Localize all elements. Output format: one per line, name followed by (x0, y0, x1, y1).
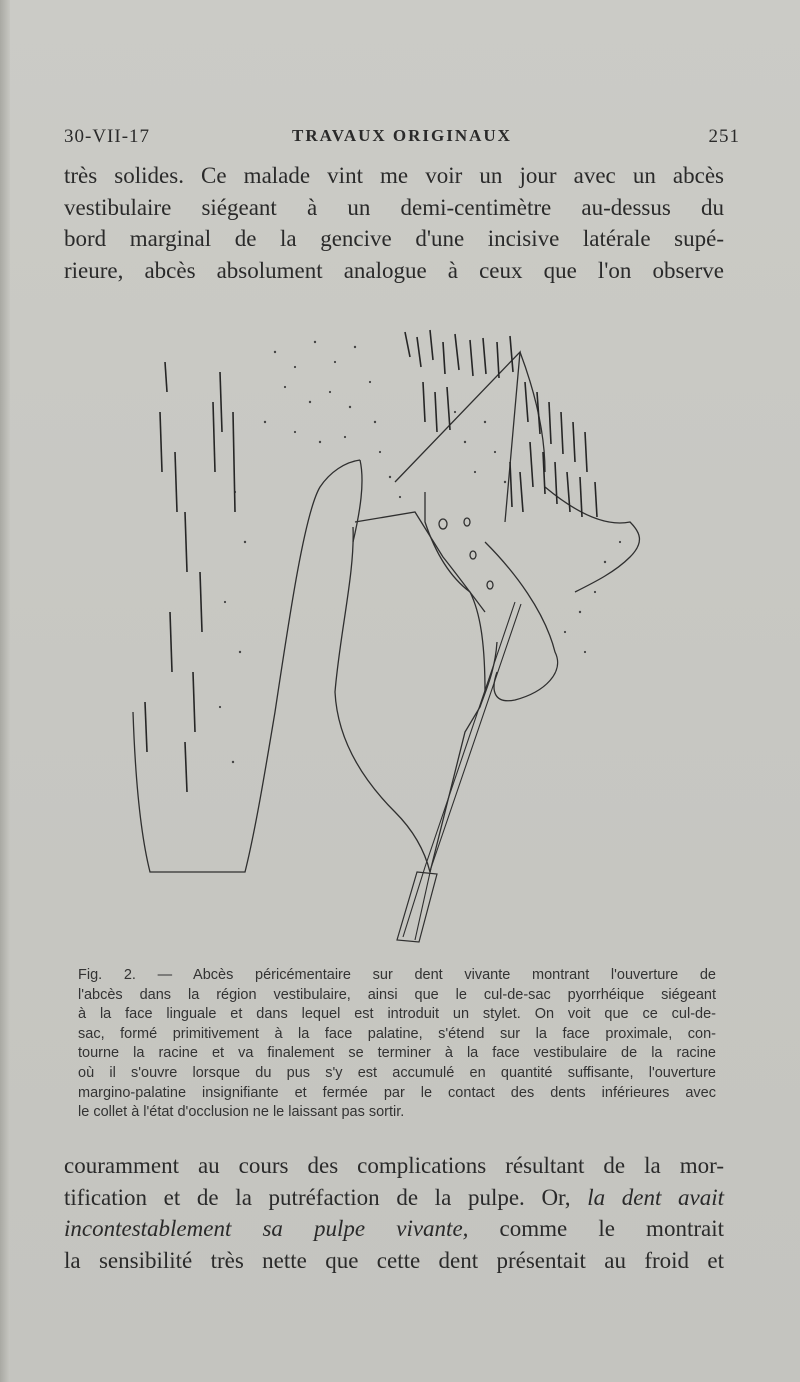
page-binding-edge (0, 0, 10, 1382)
text-line: très solides. Ce malade vint me voir un jour avec un abcès (64, 163, 724, 188)
text-line (64, 1182, 724, 1214)
text-line: rieure, abcès absolument analogue à ceux que l'on observe (64, 257, 724, 283)
caption-line: le collet à l'état d'occlusion ne le laissant pas sortir. (78, 1104, 405, 1121)
text-line: couramment au cours des complications résultant de la mor- (64, 1153, 724, 1178)
figure-tooth-illustration (125, 312, 665, 952)
paragraph-bottom (64, 1150, 724, 1276)
caption-line: sac, formé primitivement à la face palatine, s'étend sur la face proximale, con- (78, 1025, 716, 1042)
text-line: bord marginal de la gencive d'une incisive latérale supé- (64, 226, 724, 251)
caption-line: Fig. 2. — Abcès péricémentaire sur dent vivante montrant l'ouverture de (78, 967, 716, 983)
figure-caption (78, 966, 716, 1123)
text-segment: comme le montrait (499, 1216, 724, 1241)
left-tooth-outline (133, 460, 360, 872)
caption-line: tourne la racine et va finalement se terminer à la face vestibulaire de la racine (78, 1045, 716, 1062)
header-date: 30-VII-17 (64, 126, 151, 147)
paragraph-top (64, 160, 724, 286)
caption-line: l'abcès dans la région vestibulaire, ainsi que le cul-de-sac pyorrhéique siégeant (78, 986, 716, 1003)
italic-segment: la dent avait (587, 1184, 724, 1210)
text-segment: tification et de la putréfaction de la pulpe. Or, (64, 1184, 571, 1210)
text-line: vestibulaire siégeant à un demi-centimètre au-dessus du (64, 194, 724, 220)
italic-segment: incontestablement sa pulpe vivante, (64, 1216, 469, 1241)
root-outline (335, 527, 430, 872)
text-line: la sensibilité très nette que cette dent présentait au froid et (64, 1247, 724, 1273)
header-section-title: TRAVAUX ORIGINAUX (292, 126, 512, 145)
caption-line: où il s'ouvre lorsque du pus s'y est accumulé en quantité suffisante, l'ouverture (78, 1064, 716, 1081)
text-line (64, 1213, 724, 1245)
running-head (64, 126, 740, 152)
header-page-number: 251 (708, 126, 740, 147)
caption-line: à la face linguale et dans lequel est introduit un stylet. On voit que ce cul-de- (78, 1006, 716, 1023)
stylet-probe (403, 602, 515, 937)
caption-line: margino-palatine insignifiante et fermée par le contact des dents inférieures avec (78, 1084, 716, 1101)
